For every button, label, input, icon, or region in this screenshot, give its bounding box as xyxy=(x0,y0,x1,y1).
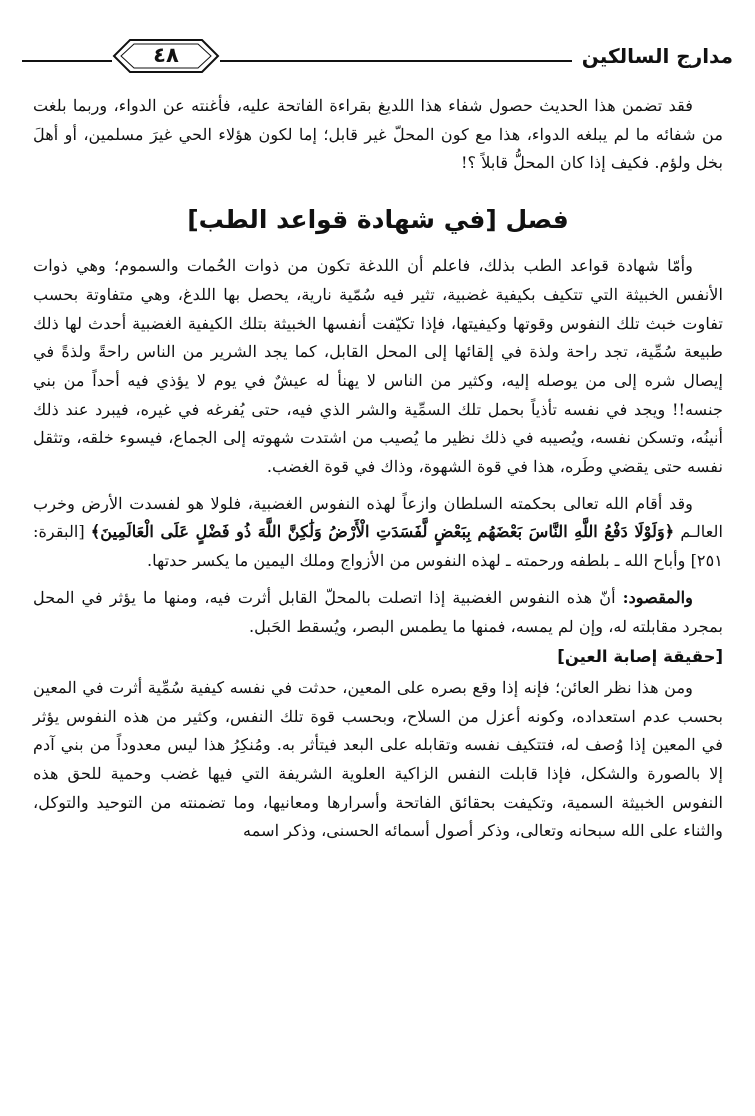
sub-heading: [حقيقة إصابة العين] xyxy=(557,647,723,667)
running-header xyxy=(22,38,733,78)
page-number-frame xyxy=(112,38,220,74)
paragraph-4-text: أنّ هذه النفوس الغضبية إذا اتصلت بالمحلّ القابل أثرت فيه، ومنها ما يؤثر في المحل بمجرد مقابلته له، وإن لم يمسه، فمنها ما يطمس البصر، ويُسقط الحَبل. xyxy=(33,587,723,636)
section-heading: فصل [في شهادة قواعد الطب] xyxy=(187,205,569,235)
book-title: مدارج السالكين xyxy=(572,44,733,68)
paragraph-3-citation: [البقرة: ٢٥١] وأباح الله ـ بلطفه ورحمته ـ لهذه النفوس من الأزواج وملك اليمين ما يكسر حدتها. xyxy=(33,522,723,571)
page-body xyxy=(33,92,723,846)
paragraph-2: وأمّا شهادة قواعد الطب بذلك، فاعلم أن اللدغة تكون من ذوات الحُمات والسموم؛ وهي ذوات الأنفس الخبيثة التي تتكيف بكيفية غضبية، تثير فيه سُمّية نارية، يحصل بها اللدغ، وهي متفاوتة بحسب تفاوت خبث تلك النفوس وقوتها وكيفيتها، فإذا تكيّفت أنفسها الخبيثة بتلك الكيفية الغضبية أحدث لها ذلك طبيعة سُمِّية، تجد راحة ولذة في إلقائها إلى المحل القابل، كما يجد الشرير من الناس راحةً ولذةً في إيصال شره إلى من يوصله إليه، وكثير من الناس لا يهنأ له عيشٌ في يوم لا يؤذي فيه أحداً من بني جنسه!! ويجد في نفسه تأذياً بحمل تلك السمِّية والشر الذي فيه، حتى يُفرغه في غيره، فيبرد عند ذلك أنينُه، وتسكن نفسه، ويُصيبه في ذلك نظير ما يُصيب من اشتدت شهوته إلى الجماع، فيسوء خلقه، وتثقل نفسه حتى يقضي وطَره، هذا في قوة الشهوة، وذاك في قوة الغضب. xyxy=(33,256,723,477)
page-number: ٤٨ xyxy=(153,43,179,67)
paragraph-1: فقد تضمن هذا الحديث حصول شفاء هذا اللديغ بقراءة الفاتحة عليه، فأغنته عن الدواء، وربما بلغت من شفائه ما لم يبلغه الدواء، هذا مع كون المحلّ غير قابل؛ إما لكون هؤلاء الحي غيرَ مسلمين، أو أهلَ بخل ولؤم. فكيف إذا كان المحلُّ قابلاً ؟! xyxy=(33,96,723,173)
paragraph-4-lead: والمقصود: xyxy=(622,587,693,607)
paragraph-3-text: وقد أقام الله تعالى بحكمته السلطان وازعاً لهذه النفوس الغضبية، فلولا هو لفسدت الأرض وخرب العالـم xyxy=(33,493,723,542)
quran-verse: ﴿وَلَوْلَا دَفْعُ اللَّهِ النَّاسَ بَعْضَهُم بِبَعْضٍ لَّفَسَدَتِ الْأَرْضُ وَلَٰكِنَّ اللَّهَ ذُو فَضْلٍ عَلَى الْعَالَمِينَ﴾ xyxy=(90,522,675,542)
paragraph-4 xyxy=(33,584,723,641)
paragraph-5: ومن هذا نظر العائن؛ فإنه إذا وقع بصره على المعين، حدثت في نفسه كيفية سُمِّية أثرت في المعين بحسب عدم استعداده، وكونه أعزل من السلاح، وبحسب قوة تلك النفس، وكثير من هذه النفوس يؤثر في المعين إذا وُصف له، فتتكيف نفسه وتقابله على البعد فيتأثر به. ومُنكِرُ هذا ليس معدوداً من بني آدم إلا بالصورة والشكل، فإذا قابلت النفس الزاكية العلوية الشريفة التي فيها غضب وحمية للحق هذه النفوس الخبيثة السمية، وتكيفت بحقائق الفاتحة وأسرارها ومعانيها، وما تضمنته من التوحيد والتوكل، والثناء على الله سبحانه وتعالى، وذكر أصول أسمائه الحسنى، وذكر اسمه xyxy=(33,677,723,841)
paragraph-3 xyxy=(33,490,723,576)
